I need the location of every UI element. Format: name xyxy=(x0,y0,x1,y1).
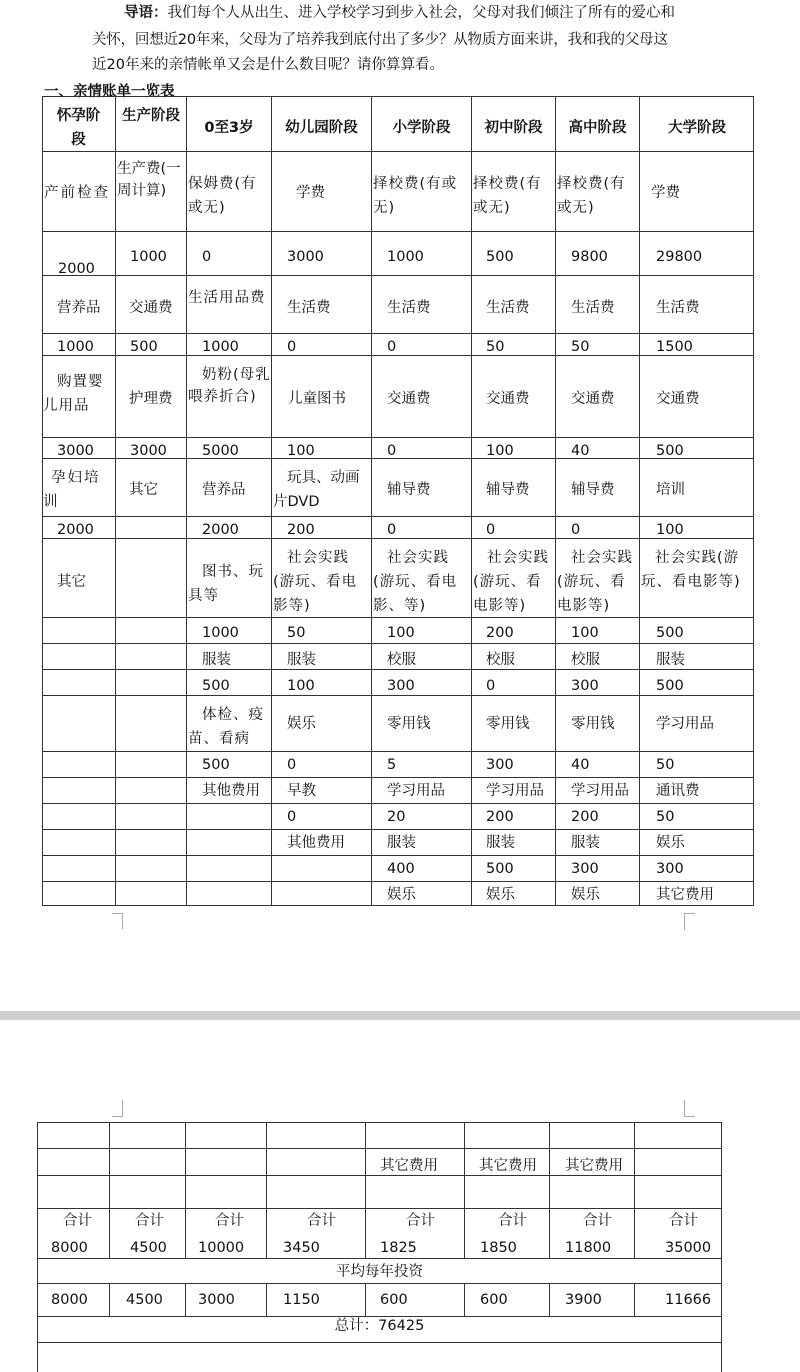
r8-c5: 0 xyxy=(486,522,496,538)
r10-c7: 500 xyxy=(656,625,684,641)
page-corner-mark xyxy=(684,1100,695,1117)
r9-c0: 其它 xyxy=(57,574,86,590)
r5-c1: 护理费 xyxy=(129,391,173,407)
r19-c6: 娱乐 xyxy=(571,887,600,903)
r18-c5: 500 xyxy=(486,861,514,877)
r10-c6: 100 xyxy=(571,625,599,641)
r10-c3: 50 xyxy=(287,625,306,641)
average-value-2: 3000 xyxy=(198,1292,235,1308)
r2-c5: 500 xyxy=(486,249,514,265)
header-kindergarten: 幼儿园阶段 xyxy=(285,120,358,136)
r8-c2: 2000 xyxy=(202,522,239,538)
r9-c4: 社会实践(游玩、看电影、等) xyxy=(373,550,458,614)
r3-c3: 生活费 xyxy=(287,300,331,316)
r7-c6: 辅导费 xyxy=(571,482,615,498)
intro-line-3: 近20年来的亲情帐单又会是什么数目呢？请你算算看。 xyxy=(92,57,444,73)
r13-c4: 零用钱 xyxy=(387,716,431,732)
r15-c2: 其他费用 xyxy=(202,783,260,799)
total-value-1: 4500 xyxy=(130,1240,167,1256)
r17-c7: 娱乐 xyxy=(656,835,685,851)
r6-c3: 100 xyxy=(287,443,315,459)
r4-c6: 50 xyxy=(571,339,590,355)
r16-c3: 0 xyxy=(287,809,297,825)
intro-label: 导语： xyxy=(124,5,168,21)
page-corner-mark xyxy=(112,913,122,914)
r16-c5: 200 xyxy=(486,809,514,825)
r1-c1: 生产费(一周计算) xyxy=(117,161,181,199)
r12-c3: 100 xyxy=(287,678,315,694)
r9-c5: 社会实践(游玩、看电影等) xyxy=(473,550,549,614)
r14-c5: 300 xyxy=(486,757,514,773)
other-fees-junior: 其它费用 xyxy=(479,1158,537,1174)
r18-c7: 300 xyxy=(656,861,684,877)
r6-c5: 100 xyxy=(486,443,514,459)
r2-c6: 9800 xyxy=(571,249,608,265)
page-divider xyxy=(0,1011,800,1020)
r17-c3: 其他费用 xyxy=(287,835,345,851)
grand-total: 总计：76425 xyxy=(334,1318,425,1334)
r16-c4: 20 xyxy=(387,809,406,825)
r4-c2: 1000 xyxy=(202,339,239,355)
r5-c0: 购置婴儿用品 xyxy=(43,374,104,414)
total-label-6: 合计 xyxy=(583,1213,612,1229)
r8-c4: 0 xyxy=(387,522,397,538)
r8-c3: 200 xyxy=(287,522,315,538)
r7-c3: 玩具、动画片DVD xyxy=(273,470,360,510)
page-corner-mark xyxy=(112,1100,123,1117)
r14-c3: 0 xyxy=(287,757,297,773)
r2-c0: 2000 xyxy=(58,261,95,277)
total-label-1: 合计 xyxy=(135,1213,164,1229)
r19-c4: 娱乐 xyxy=(387,887,416,903)
r13-c3: 娱乐 xyxy=(287,716,316,732)
total-label-2: 合计 xyxy=(215,1213,244,1229)
page-corner-mark xyxy=(684,913,695,930)
r15-c5: 学习用品 xyxy=(486,783,544,799)
average-value-5: 600 xyxy=(480,1292,508,1308)
r4-c5: 50 xyxy=(486,339,505,355)
r9-c6: 社会实践(游玩、看电影等) xyxy=(557,550,633,614)
header-college: 大学阶段 xyxy=(668,120,726,136)
r6-c0: 3000 xyxy=(57,443,94,459)
r5-c5: 交通费 xyxy=(486,391,530,407)
header-0-3: 0至3岁 xyxy=(204,120,254,136)
intro-text-1: 我们每个人从出生、进入学校学习到步入社会，父母对我们倾注了所有的爱心和 xyxy=(167,5,675,21)
r6-c7: 500 xyxy=(656,443,684,459)
r3-c6: 生活费 xyxy=(571,300,615,316)
totals-table xyxy=(37,1122,722,1372)
r1-c3: 学费 xyxy=(296,185,325,201)
r2-c2: 0 xyxy=(202,249,212,265)
r3-c4: 生活费 xyxy=(387,300,431,316)
r11-c4: 校服 xyxy=(387,652,416,668)
r11-c3: 服装 xyxy=(287,652,316,668)
r8-c7: 100 xyxy=(656,522,684,538)
r1-c2: 保姆费(有或无) xyxy=(188,176,257,216)
intro-line-2: 关怀，回想近20年来，父母为了培养我到底付出了多少？从物质方面来讲，我和我的父母这 xyxy=(92,32,668,48)
header-birth: 生产阶段 xyxy=(122,108,180,124)
r10-c4: 100 xyxy=(387,625,415,641)
ledger-table xyxy=(42,96,754,906)
r11-c5: 校服 xyxy=(486,652,515,668)
r5-c6: 交通费 xyxy=(571,391,615,407)
r14-c4: 5 xyxy=(387,757,397,773)
header-senior: 高中阶段 xyxy=(568,120,627,136)
r4-c4: 0 xyxy=(387,339,397,355)
r3-c1: 交通费 xyxy=(129,300,173,316)
r4-c1: 500 xyxy=(130,339,158,355)
r14-c2: 500 xyxy=(202,757,230,773)
r6-c2: 5000 xyxy=(202,443,239,459)
r5-c3: 儿童图书 xyxy=(288,391,346,407)
r5-c2: 奶粉(母乳喂养折合) xyxy=(188,367,271,405)
r12-c5: 0 xyxy=(486,678,496,694)
r15-c7: 通讯费 xyxy=(656,783,700,799)
r2-c7: 29800 xyxy=(656,249,703,265)
average-value-1: 4500 xyxy=(126,1292,163,1308)
r17-c5: 服装 xyxy=(486,835,515,851)
total-value-0: 8000 xyxy=(51,1240,88,1256)
r4-c7: 1500 xyxy=(656,339,693,355)
r12-c6: 300 xyxy=(571,678,599,694)
r6-c4: 0 xyxy=(387,443,397,459)
r7-c1: 其它 xyxy=(129,482,158,498)
r10-c5: 200 xyxy=(486,625,514,641)
r7-c7: 培训 xyxy=(656,482,685,498)
r6-c1: 3000 xyxy=(130,443,167,459)
r9-c3: 社会实践(游玩、看电影等) xyxy=(273,550,358,614)
average-value-7: 11666 xyxy=(665,1292,712,1308)
r2-c1: 1000 xyxy=(130,249,167,265)
r1-c6: 择校费(有或无) xyxy=(557,176,626,216)
total-label-0: 合计 xyxy=(63,1213,92,1229)
average-label: 平均每年投资 xyxy=(336,1264,423,1280)
total-value-6: 11800 xyxy=(565,1240,612,1256)
r11-c6: 校服 xyxy=(571,652,600,668)
average-value-0: 8000 xyxy=(51,1292,88,1308)
r19-c5: 娱乐 xyxy=(486,887,515,903)
total-label-5: 合计 xyxy=(498,1213,527,1229)
r7-c4: 辅导费 xyxy=(387,482,431,498)
header-pregnancy: 怀孕阶段 xyxy=(56,108,101,148)
total-value-7: 35000 xyxy=(665,1240,712,1256)
r15-c4: 学习用品 xyxy=(387,783,445,799)
r1-c5: 择校费(有或无) xyxy=(473,176,542,216)
section-title: 一、亲情账单一览表 xyxy=(44,84,175,100)
r9-c2: 图书、玩具等 xyxy=(188,564,264,604)
r15-c3: 早教 xyxy=(287,783,316,799)
r12-c7: 500 xyxy=(656,678,684,694)
r19-c7: 其它费用 xyxy=(656,887,714,903)
other-fees-primary: 其它费用 xyxy=(380,1158,438,1174)
r6-c6: 40 xyxy=(571,443,590,459)
average-value-6: 3900 xyxy=(565,1292,602,1308)
r13-c5: 零用钱 xyxy=(486,716,530,732)
header-junior: 初中阶段 xyxy=(484,120,543,136)
r16-c7: 50 xyxy=(656,809,675,825)
total-label-4: 合计 xyxy=(406,1213,435,1229)
r8-c0: 2000 xyxy=(57,522,94,538)
r13-c7: 学习用品 xyxy=(656,716,714,732)
r12-c4: 300 xyxy=(387,678,415,694)
r9-c7: 社会实践(游玩、看电影等) xyxy=(641,550,741,590)
r3-c7: 生活费 xyxy=(656,300,700,316)
r2-c4: 1000 xyxy=(387,249,424,265)
total-label-7: 合计 xyxy=(669,1213,698,1229)
average-value-3: 1150 xyxy=(283,1292,320,1308)
total-label-3: 合计 xyxy=(307,1213,336,1229)
r17-c6: 服装 xyxy=(571,835,600,851)
r10-c2: 1000 xyxy=(202,625,239,641)
r13-c2: 体检、疫苗、看病 xyxy=(188,707,264,747)
r3-c0: 营养品 xyxy=(57,300,101,316)
r11-c2: 服装 xyxy=(202,652,231,668)
page-corner-mark xyxy=(112,913,123,929)
r7-c0: 孕妇培训 xyxy=(43,470,101,510)
r11-c7: 服装 xyxy=(656,652,685,668)
other-fees-senior: 其它费用 xyxy=(565,1158,623,1174)
r7-c2: 营养品 xyxy=(202,482,246,498)
total-value-3: 3450 xyxy=(283,1240,320,1256)
r1-c4: 择校费(有或无) xyxy=(373,176,458,216)
r5-c4: 交通费 xyxy=(387,391,431,407)
r13-c6: 零用钱 xyxy=(571,716,615,732)
r18-c4: 400 xyxy=(387,861,415,877)
total-value-2: 10000 xyxy=(198,1240,245,1256)
r4-c0: 1000 xyxy=(57,339,94,355)
r14-c6: 40 xyxy=(571,757,590,773)
r3-c5: 生活费 xyxy=(486,300,530,316)
r18-c6: 300 xyxy=(571,861,599,877)
r4-c3: 0 xyxy=(287,339,297,355)
average-value-4: 600 xyxy=(380,1292,408,1308)
r15-c6: 学习用品 xyxy=(571,783,629,799)
total-value-4: 1825 xyxy=(380,1240,417,1256)
r1-c0: 产前检查 xyxy=(44,185,110,201)
r16-c6: 200 xyxy=(571,809,599,825)
r17-c4: 服装 xyxy=(387,835,416,851)
r7-c5: 辅导费 xyxy=(486,482,530,498)
intro-line-1 xyxy=(124,6,774,21)
r12-c2: 500 xyxy=(202,678,230,694)
r3-c2: 生活用品费 xyxy=(188,290,266,306)
total-value-5: 1850 xyxy=(480,1240,517,1256)
r2-c3: 3000 xyxy=(287,249,324,265)
r14-c7: 50 xyxy=(656,757,675,773)
r8-c6: 0 xyxy=(571,522,581,538)
header-primary: 小学阶段 xyxy=(392,120,451,136)
r1-c7: 学费 xyxy=(651,185,680,201)
r5-c7: 交通费 xyxy=(656,391,700,407)
